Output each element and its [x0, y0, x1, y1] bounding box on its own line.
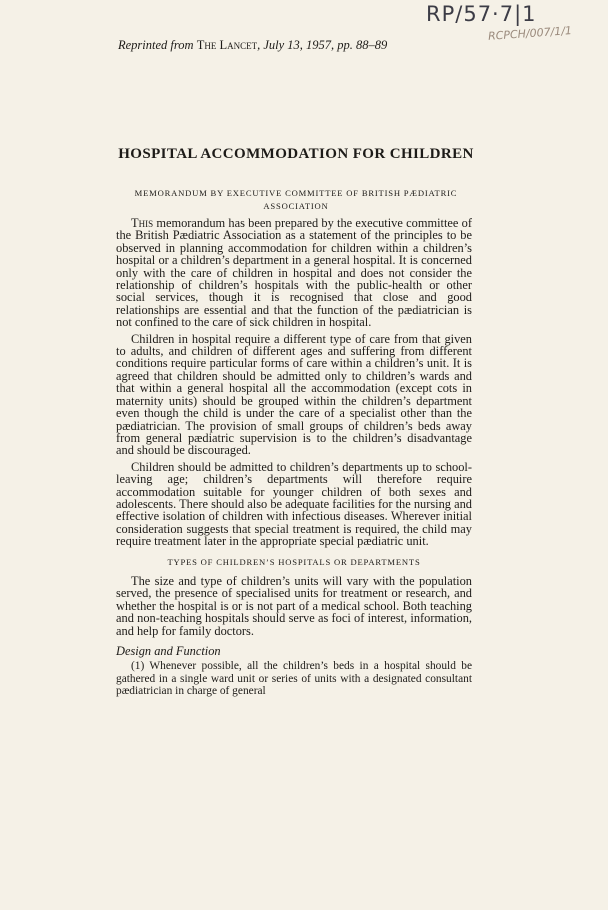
paragraph-text: memorandum has been prepared by the executive committee of the British Pædiatric Association as a statement of the principles to be observed in planning accommodation for children within a children’s hospital or a children’s department in a general hospital. It is concerned only with the care of children in hospital and does not consider the relationship of children’s hospitals with the public-health or other social services, though it is recognised that close and good relationships are essential and that the function of the pædiatrician is not confined to the care of sick children in hospital.	[116, 216, 472, 330]
paragraph: The size and type of children’s units will vary with the population served, the presence of specialised units for treatment or research, and whether the hospital is or is not part of a medical school. Both teaching and non-teaching hospitals should serve as foci of interest, information, and help for family doctors.	[116, 573, 472, 638]
document-subtitle: MEMORANDUM BY EXECUTIVE COMMITTEE OF BRITISH PÆDIATRIC ASSOCIATION	[134, 188, 458, 211]
page-range: pp. 88–89	[337, 38, 388, 52]
paragraph	[116, 217, 472, 329]
paragraph: Children in hospital require a different type of care from that given to adults, and children of different ages and suffering from different conditions require particular forms of care within a children’s unit. It is agreed that children should be admitted only to children’s wards and that within a general hospital all the accommodation (except cots in maternity units) should be grouped within the children’s department even though the child is under the care of a specialist other than the pædiatrician. The provision of small groups of children’s beds away from general pædiatric supervision is to the children’s disadvantage and should be discouraged.	[116, 331, 472, 458]
drop-word: This	[131, 216, 154, 230]
publication-date: July 13, 1957,	[263, 38, 335, 52]
reprint-line: Reprinted from The Lancet, July 13, 1957, pp. 88–89	[118, 38, 388, 52]
archive-catalogue-annotation: RCPCH/007/1/1	[487, 24, 573, 43]
section-heading: TYPES OF CHILDREN’S HOSPITALS OR DEPARTMENTS	[167, 556, 421, 567]
journal-name: The Lancet	[196, 38, 258, 52]
document-title: HOSPITAL ACCOMMODATION FOR CHILDREN	[118, 146, 474, 162]
article-body	[116, 217, 472, 702]
paragraph: Children should be admitted to children’s departments up to school-leaving age; children’s departments will therefore require accommodation suitable for younger children of both sexes and adolescents. There should also be adequate facilities for the nursing and effective isolation of children with infectious diseases. Wherever initial consideration suggests that special treatment is required, the child may require treatment later in the appropriate special pædiatric unit.	[116, 459, 472, 549]
reprinted-from-label: Reprinted from	[118, 38, 194, 52]
subheading: Design and Function	[116, 644, 221, 658]
numbered-paragraph: (1) Whenever possible, all the children’s beds in a hospital should be gathered in a single ward unit or series of units with a designated consultant pædiatrician in charge of general	[116, 660, 472, 698]
archive-reference-annotation: RP/57·7|1	[426, 2, 537, 26]
